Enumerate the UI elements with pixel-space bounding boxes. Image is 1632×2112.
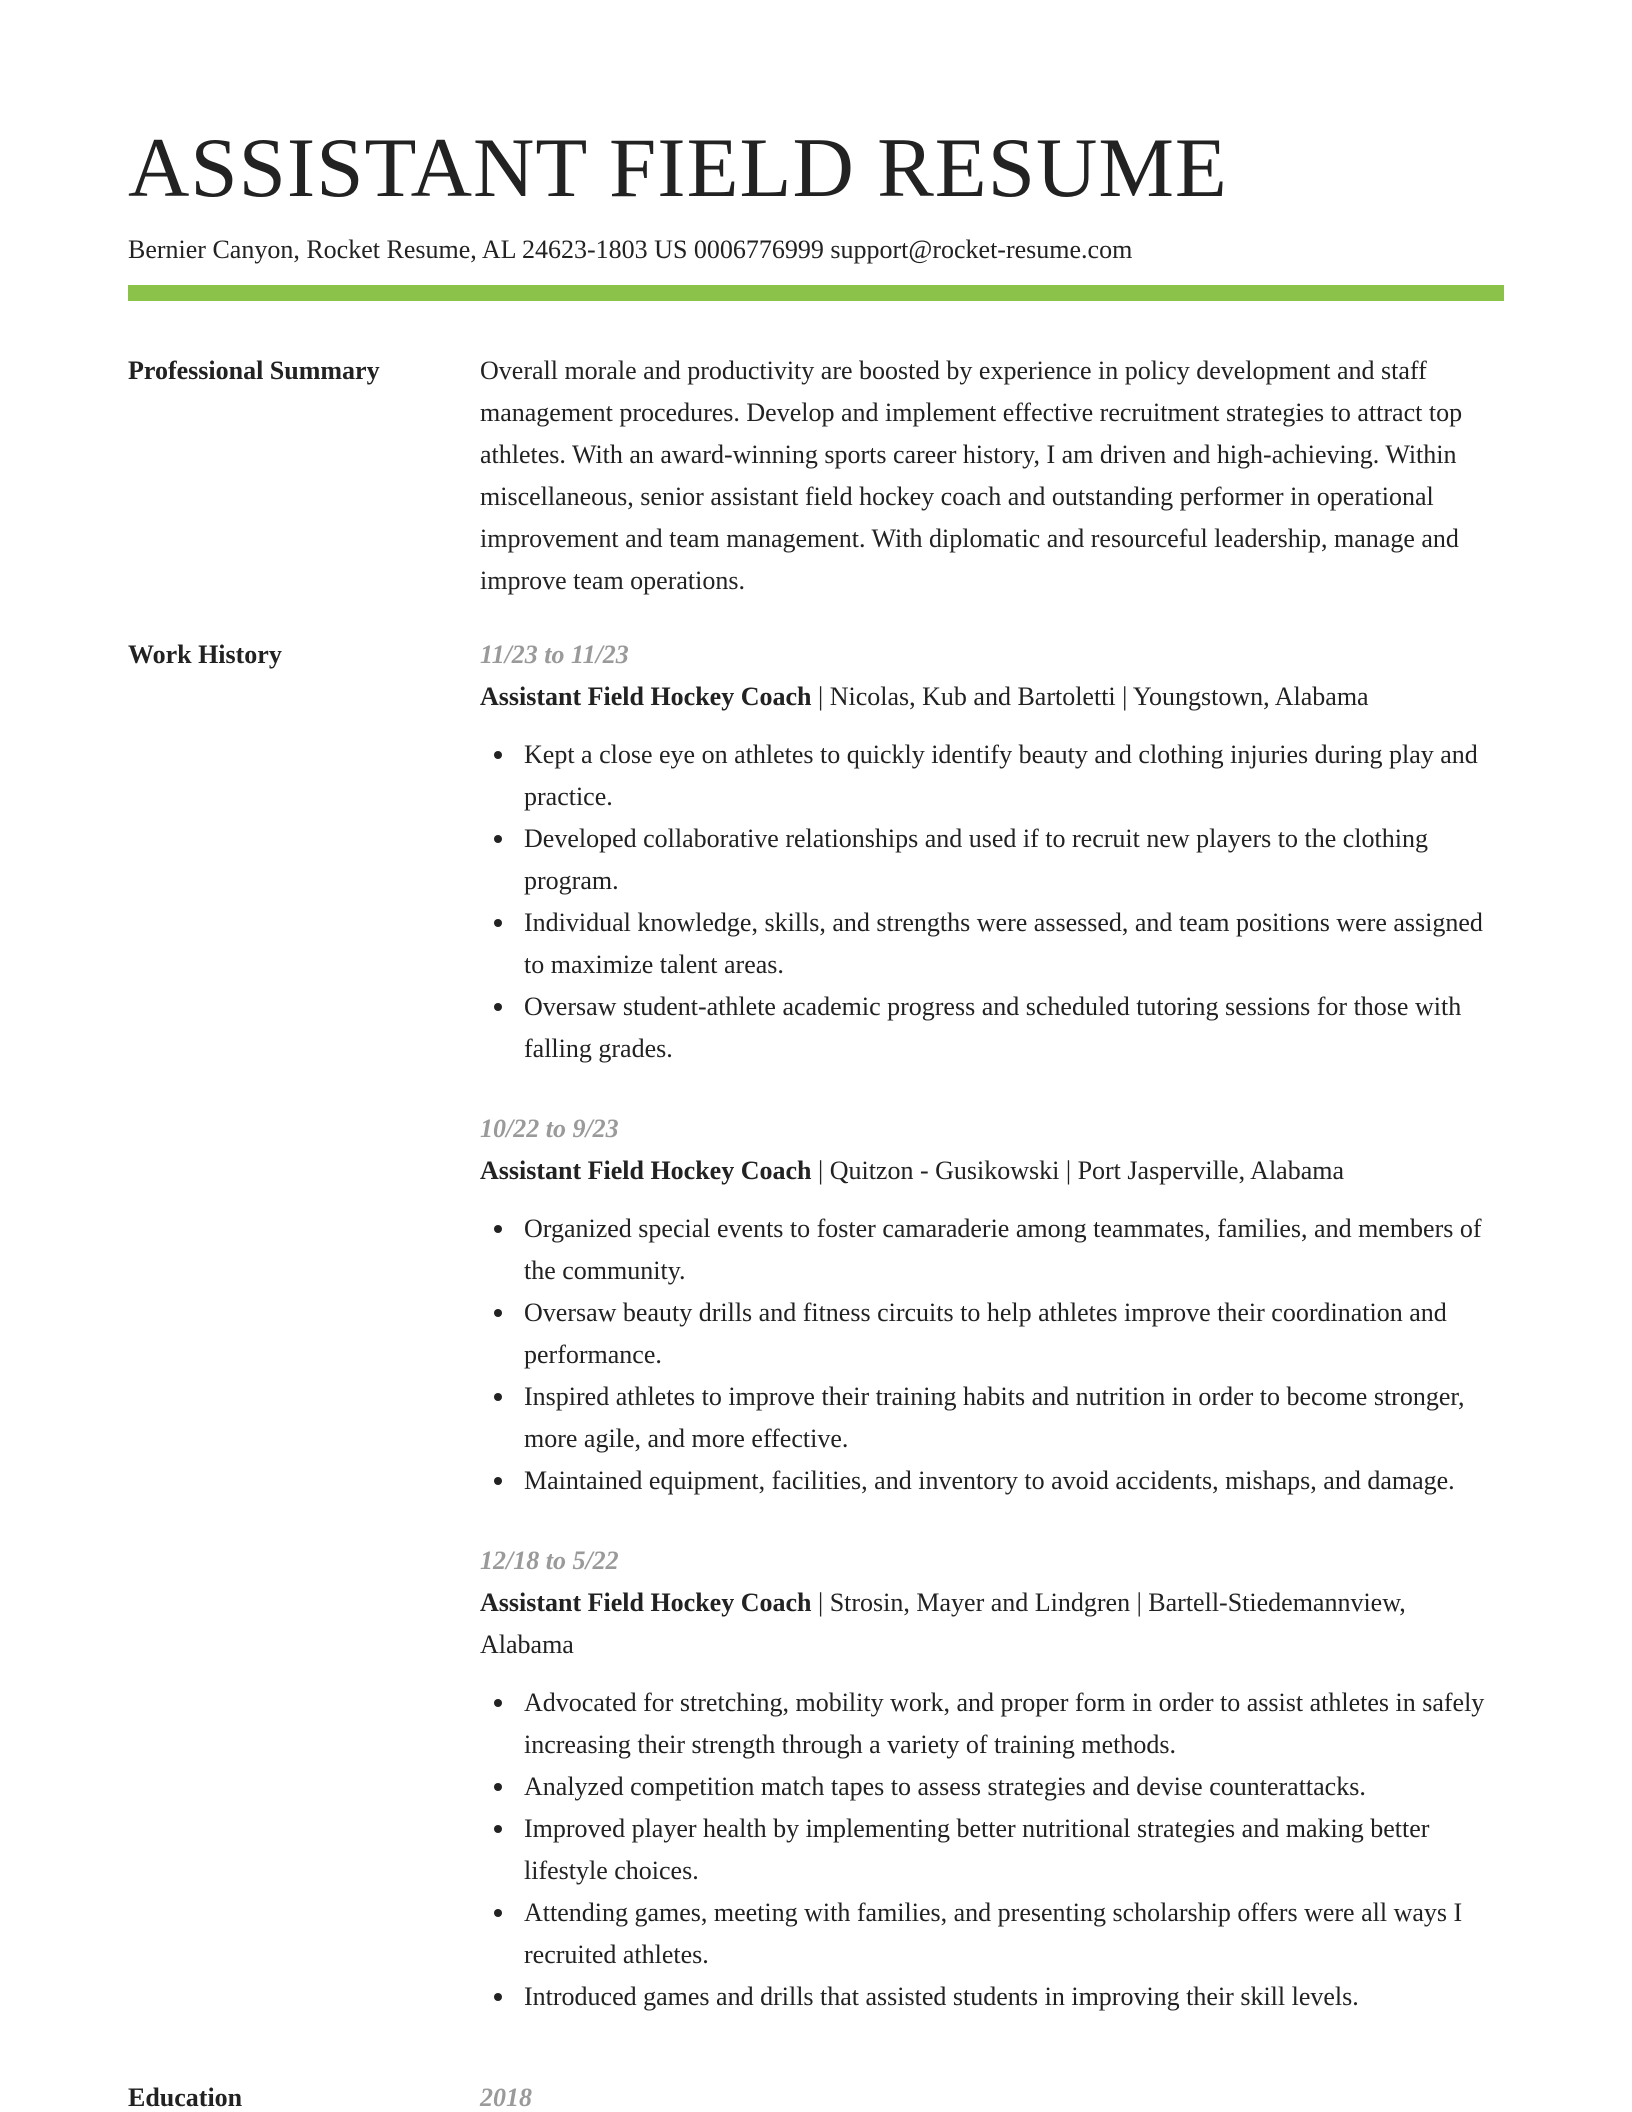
- bullet-item: [480, 1376, 1504, 1460]
- bullet-item: [480, 1892, 1504, 1976]
- bullet-item: [480, 1208, 1504, 1292]
- bullet-icon: [494, 1225, 502, 1233]
- bullet-item: [480, 818, 1504, 902]
- job-details: | Nicolas, Kub and Bartoletti | Youngstown, Alabama: [811, 682, 1369, 711]
- job-entry: [480, 634, 1504, 1070]
- contact-info: Bernier Canyon, Rocket Resume, AL 24623-1803 US 0006776999 support@rocket-resume.com: [128, 235, 1133, 264]
- bullet-item: [480, 1292, 1504, 1376]
- job-bullets: [480, 1208, 1504, 1502]
- summary-label: Professional Summary: [128, 356, 380, 385]
- bullet-icon: [494, 1699, 502, 1707]
- bullet-text: Kept a close eye on athletes to quickly identify beauty and clothing injuries during play and practice.: [524, 740, 1478, 811]
- work-history-label: Work History: [128, 640, 282, 669]
- bullet-item: [480, 1766, 1504, 1808]
- bullet-item: [480, 1976, 1504, 2018]
- bullet-icon: [494, 1003, 502, 1011]
- bullet-icon: [494, 1477, 502, 1485]
- bullet-icon: [494, 751, 502, 759]
- bullet-icon: [494, 1909, 502, 1917]
- job-title: Assistant Field Hockey Coach: [480, 1588, 812, 1617]
- job-entry: [480, 1540, 1504, 2018]
- bullet-item: [480, 1808, 1504, 1892]
- job-heading: [480, 1582, 1504, 1666]
- bullet-text: Developed collaborative relationships and used if to recruit new players to the clothing program.: [524, 824, 1428, 895]
- bullet-icon: [494, 1993, 502, 2001]
- bullet-text: Individual knowledge, skills, and strengths were assessed, and team positions were assigned to maximize talent areas.: [524, 908, 1483, 979]
- job-date: 10/22 to 9/23: [480, 1114, 619, 1143]
- job-title: Assistant Field Hockey Coach: [480, 682, 812, 711]
- bullet-text: Inspired athletes to improve their training habits and nutrition in order to become stronger, more agile, and more effective.: [524, 1382, 1465, 1453]
- bullet-item: [480, 902, 1504, 986]
- job-title: Assistant Field Hockey Coach: [480, 1156, 812, 1185]
- education-date: 2018: [480, 2083, 532, 2112]
- job-date: 12/18 to 5/22: [480, 1546, 619, 1575]
- bullet-text: Advocated for stretching, mobility work, and proper form in order to assist athletes in safely increasing their strength through a variety of training methods.: [524, 1688, 1485, 1759]
- job-bullets: [480, 734, 1504, 1070]
- education-body: [480, 2077, 1504, 2112]
- bullet-text: Improved player health by implementing better nutritional strategies and making better lifestyle choices.: [524, 1814, 1430, 1885]
- job-heading: [480, 676, 1504, 718]
- bullet-item: [480, 1682, 1504, 1766]
- bullet-text: Analyzed competition match tapes to assess strategies and devise counterattacks.: [524, 1772, 1366, 1801]
- bullet-item: [480, 1460, 1504, 1502]
- education-label: Education: [128, 2083, 243, 2112]
- bullet-item: [480, 986, 1504, 1070]
- bullet-text: Oversaw student-athlete academic progress and scheduled tutoring sessions for those with falling grades.: [524, 992, 1462, 1063]
- bullet-icon: [494, 1783, 502, 1791]
- job-heading: [480, 1150, 1504, 1192]
- bullet-text: Attending games, meeting with families, and presenting scholarship offers were all ways I recruited athletes.: [524, 1898, 1463, 1969]
- bullet-icon: [494, 1825, 502, 1833]
- bullet-icon: [494, 835, 502, 843]
- job-details: | Strosin, Mayer and Lindgren | Bartell-Stiedemannview, Alabama: [480, 1588, 1406, 1659]
- bullet-item: [480, 734, 1504, 818]
- bullet-icon: [494, 1309, 502, 1317]
- job-details: | Quitzon - Gusikowski | Port Jasperville, Alabama: [811, 1156, 1345, 1185]
- summary-text: Overall morale and productivity are boosted by experience in policy development and staff management procedures. Develop and implement effective recruitment strategies to attract top athletes. With an award-winning sports career history, I am driven and high-achieving. Within miscellaneous, senior assistant field hockey coach and outstanding performer in operational improvement and team management. With diplomatic and resourceful leadership, manage and improve team operations.: [480, 356, 1463, 595]
- job-bullets: [480, 1682, 1504, 2018]
- resume-title: ASSISTANT FIELD RESUME: [128, 121, 1228, 215]
- bullet-text: Organized special events to foster camaraderie among teammates, families, and members of the community.: [524, 1214, 1482, 1285]
- job-list: [480, 634, 1504, 2056]
- bullet-text: Maintained equipment, facilities, and inventory to avoid accidents, mishaps, and damage.: [524, 1466, 1455, 1495]
- header-divider: [128, 285, 1504, 301]
- bullet-icon: [494, 919, 502, 927]
- bullet-icon: [494, 1393, 502, 1401]
- bullet-text: Oversaw beauty drills and fitness circuits to help athletes improve their coordination and performance.: [524, 1298, 1447, 1369]
- bullet-text: Introduced games and drills that assisted students in improving their skill levels.: [524, 1982, 1359, 2011]
- job-entry: [480, 1108, 1504, 1502]
- job-date: 11/23 to 11/23: [480, 640, 629, 669]
